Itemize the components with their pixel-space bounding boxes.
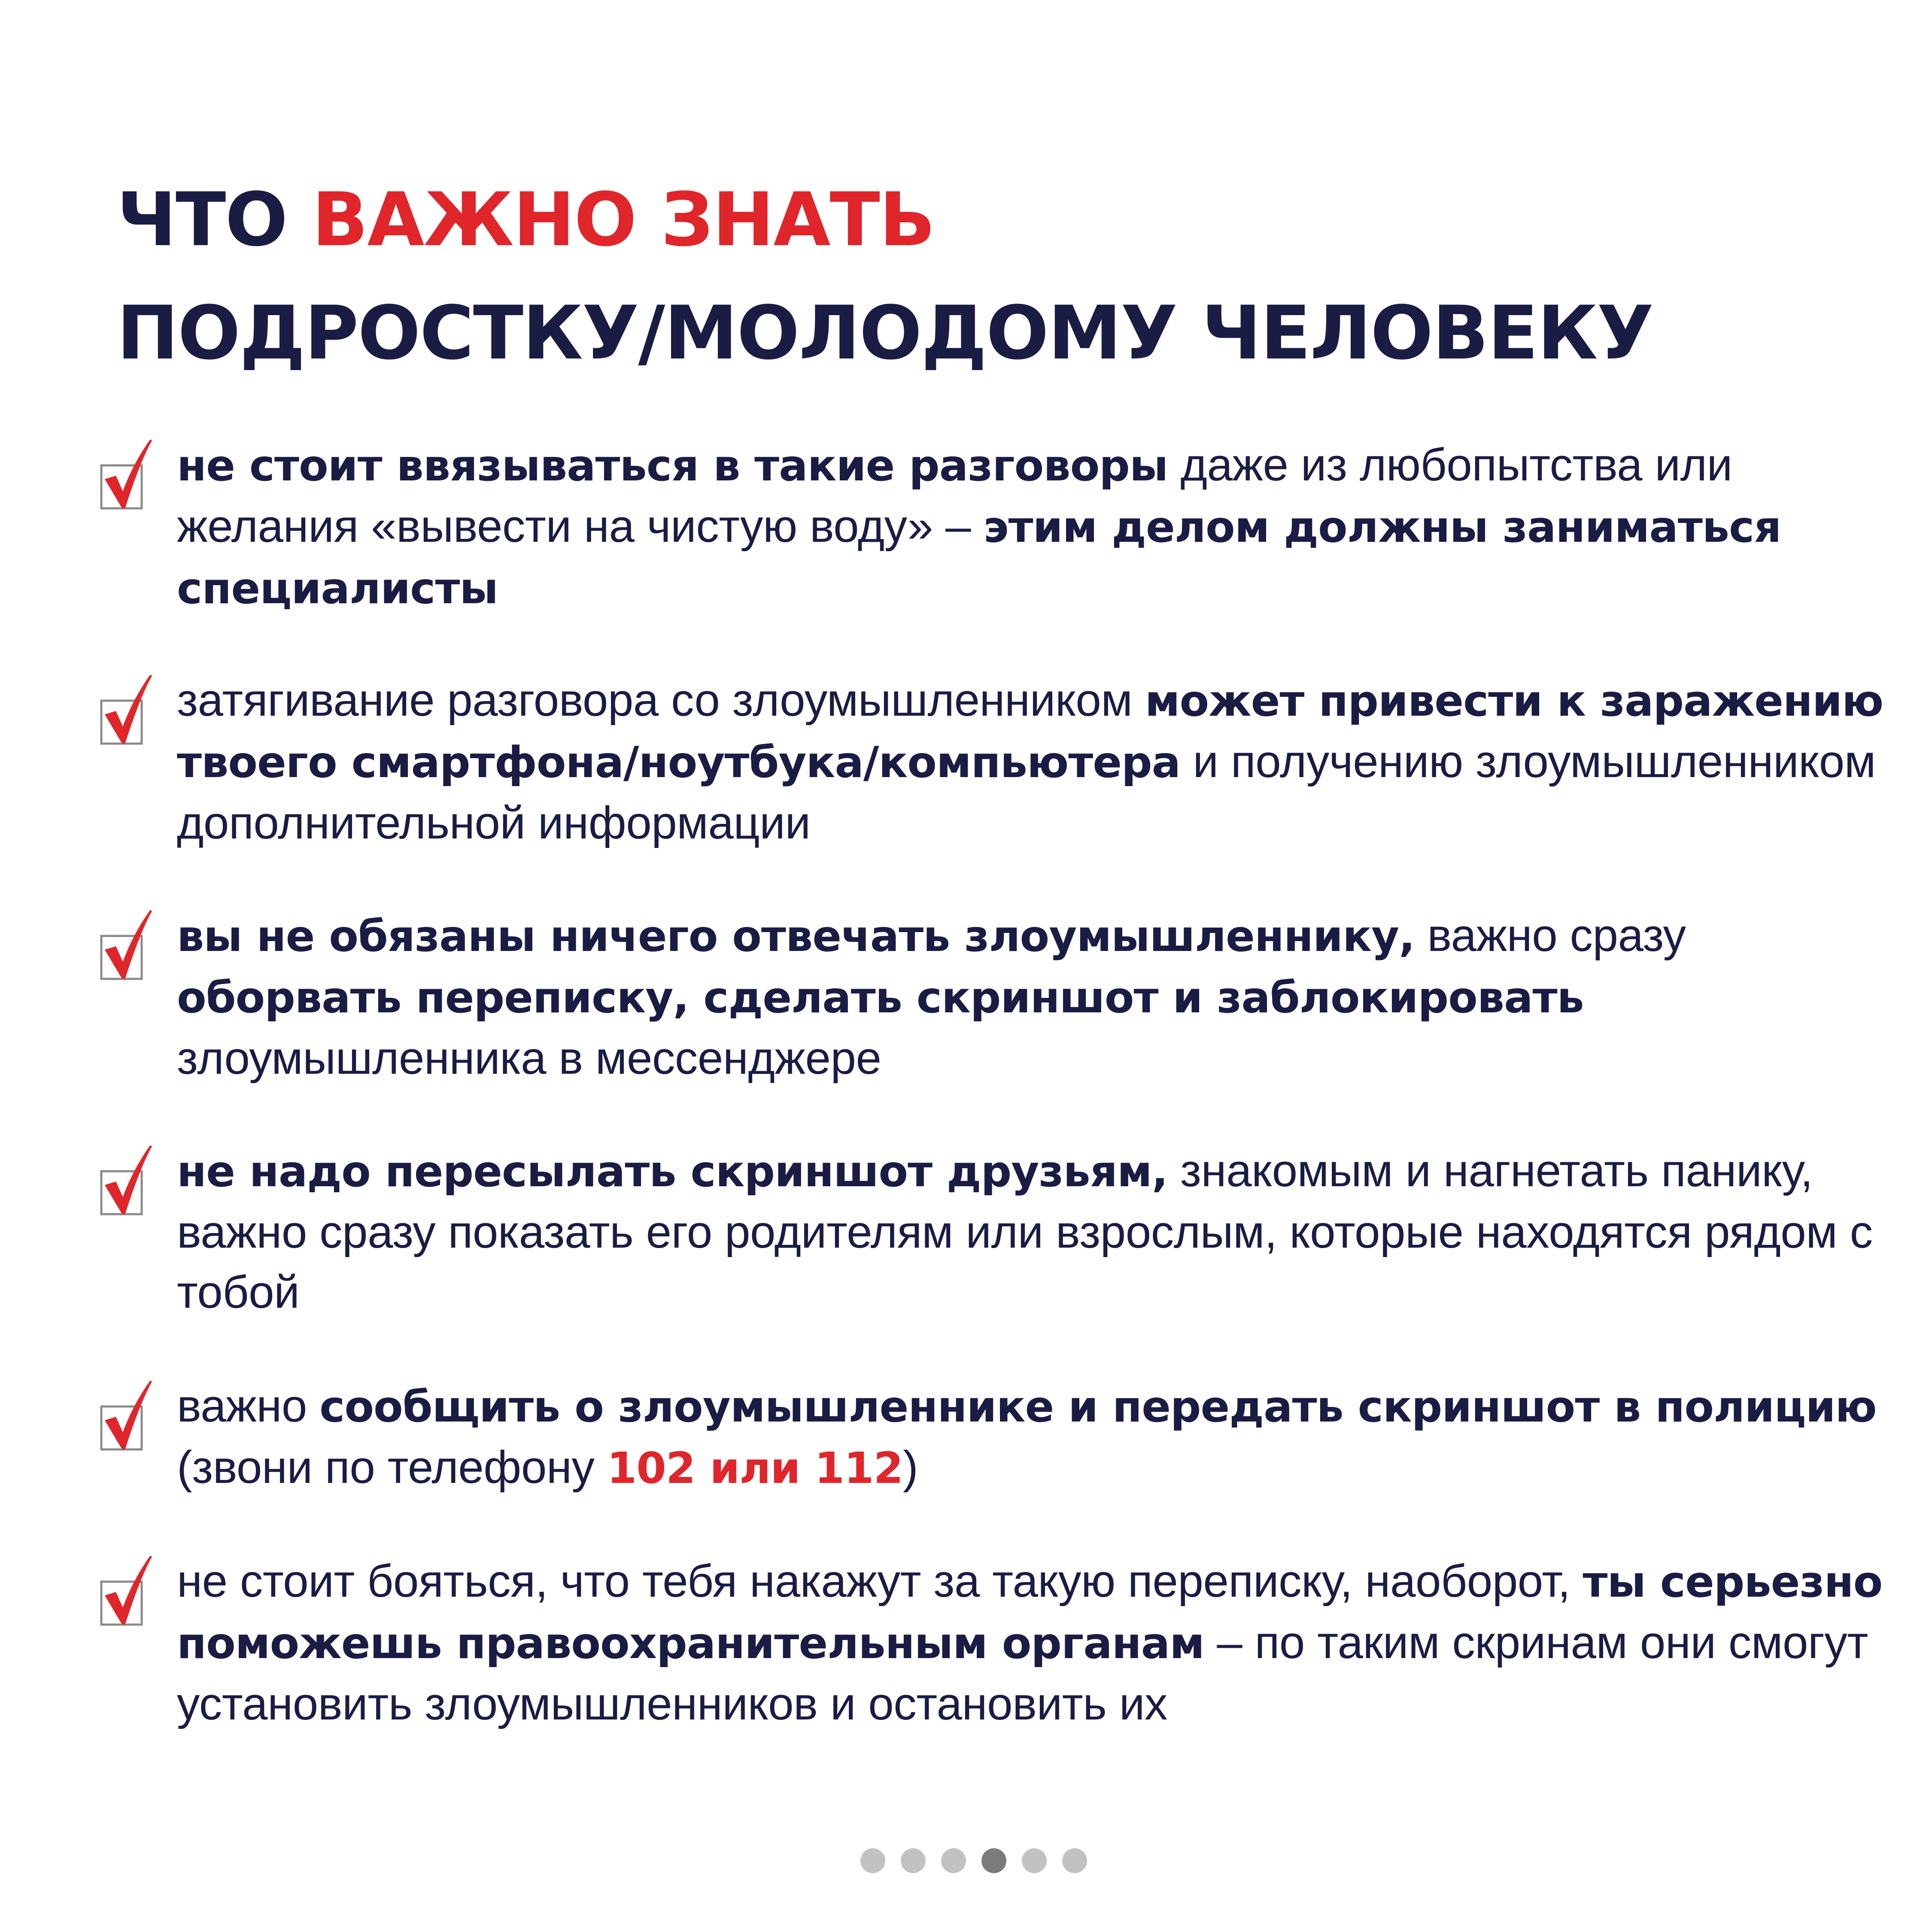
tip-text-4: не надо пересылать скриншот друзьям, знакомым и нагнетать панику, важно сразу показать его родителям или взрослым, которые находятся рядом с тобой [177, 1145, 1873, 1318]
tip-text-1: не стоит ввязываться в такие разговоры даже из любопытства или желания «вывести на чистую воду» – этим делом должны заниматься специалисты [177, 439, 1781, 614]
title-line-1: ЧТО ВАЖНО ЗНАТЬ [117, 176, 935, 263]
pagination-dots [860, 1848, 1087, 1873]
checkmark-icon [99, 673, 155, 746]
pagination-dot-1[interactable] [860, 1848, 885, 1873]
checkmark-icon [99, 1554, 155, 1627]
title-line-2: ПОДРОСТКУ/МОЛОДОМУ ЧЕЛОВЕКУ [117, 290, 1653, 376]
title-accent: ВАЖНО ЗНАТЬ [312, 176, 935, 263]
tip-text-2: затягивание разговора со злоумышленником может привести к заражению твоего смартфона/ноутбука/компьютера и получению злоумышленником дополнительной информации [177, 674, 1883, 848]
pagination-dot-4[interactable] [981, 1848, 1006, 1873]
tip-text-6: не стоит бояться, что тебя накажут за такую переписку, наоборот, ты серьезно поможешь правоохранительным органам – по таким скринам они смогут установить злоумышленников и остановить их [177, 1555, 1883, 1729]
pagination-dot-3[interactable] [941, 1848, 966, 1873]
tip-text-5: важно сообщить о злоумышленнике и передать скриншот в полицию (звони по телефону 102 или 112) [177, 1380, 1877, 1493]
pagination-dot-6[interactable] [1062, 1848, 1087, 1873]
checkmark-icon [99, 908, 155, 981]
checkmark-icon [99, 1144, 155, 1217]
pagination-dot-2[interactable] [901, 1848, 926, 1873]
tip-text-3: вы не обязаны ничего отвечать злоумышленнику, важно сразу оборвать переписку, сделать скриншот и заблокировать злоумышленника в мессенджере [177, 909, 1686, 1084]
police-phone-numbers: 102 или 112 [607, 1443, 903, 1493]
checkmark-icon [99, 1379, 155, 1452]
checkmark-icon [99, 438, 155, 511]
pagination-dot-5[interactable] [1022, 1848, 1047, 1873]
